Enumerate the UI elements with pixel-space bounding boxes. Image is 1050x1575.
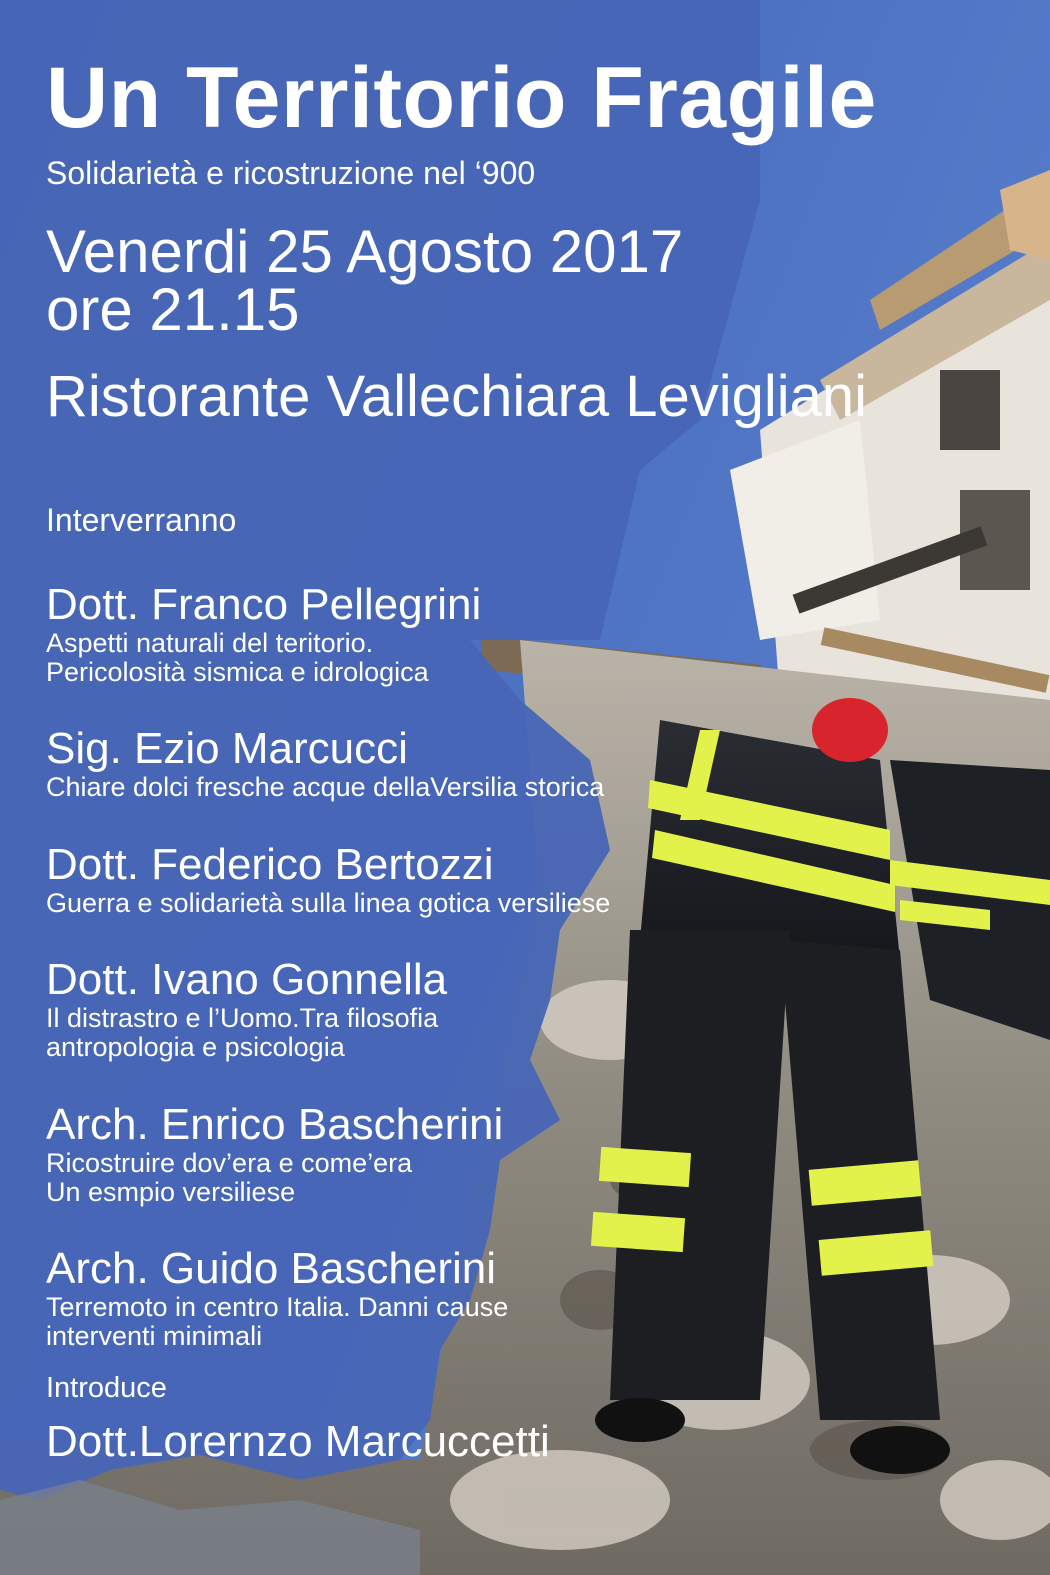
speaker-item: [46, 580, 482, 687]
speaker-topic: Guerra e solidarietà sulla linea gotica versiliese: [46, 888, 611, 918]
speaker-item: [46, 955, 448, 1062]
speaker-topic: Chiare dolci fresche acque dellaVersilia storica: [46, 772, 605, 802]
speaker-item: [46, 1244, 509, 1351]
speaker-name: Dott. Franco Pellegrini: [46, 580, 482, 629]
speaker-topic: Un esmpio versiliese: [46, 1177, 296, 1207]
event-venue: Ristorante Vallechiara Levigliani: [46, 364, 868, 429]
event-title: Un Territorio Fragile: [46, 50, 877, 146]
speaker-topic: Pericolosità sismica e idrologica: [46, 657, 429, 687]
speaker-name: Arch. Enrico Bascherini: [46, 1100, 504, 1149]
speaker-topic: Il distrastro e l’Uomo.Tra filosofia: [46, 1003, 439, 1033]
speaker-topic: Aspetti naturali del teritorio.: [46, 628, 374, 658]
speaker-name: Dott. Federico Bertozzi: [46, 840, 494, 889]
event-date: Venerdi 25 Agosto 2017: [46, 218, 684, 285]
speaker-name: Dott. Ivano Gonnella: [46, 955, 448, 1004]
event-time: ore 21.15: [46, 276, 300, 343]
speaker-item: [46, 1100, 504, 1207]
speaker-topic: Terremoto in centro Italia. Danni cause: [46, 1292, 509, 1322]
intro-speaker-name: Dott.Lorernzo Marcuccetti: [46, 1417, 550, 1466]
speaker-name: Sig. Ezio Marcucci: [46, 724, 408, 773]
speaker-topic: interventi minimali: [46, 1321, 263, 1351]
intro-heading: Introduce: [46, 1372, 167, 1404]
speaker-topic: Ricostruire dov’era e come’era: [46, 1148, 413, 1178]
event-subtitle: Solidarietà e ricostruzione nel ‘900: [46, 155, 536, 191]
speakers-heading: Interverranno: [46, 502, 237, 538]
speaker-item: [46, 840, 611, 918]
speaker-name: Arch. Guido Bascherini: [46, 1244, 496, 1293]
speaker-topic: antropologia e psicologia: [46, 1032, 345, 1062]
speaker-item: [46, 724, 605, 802]
